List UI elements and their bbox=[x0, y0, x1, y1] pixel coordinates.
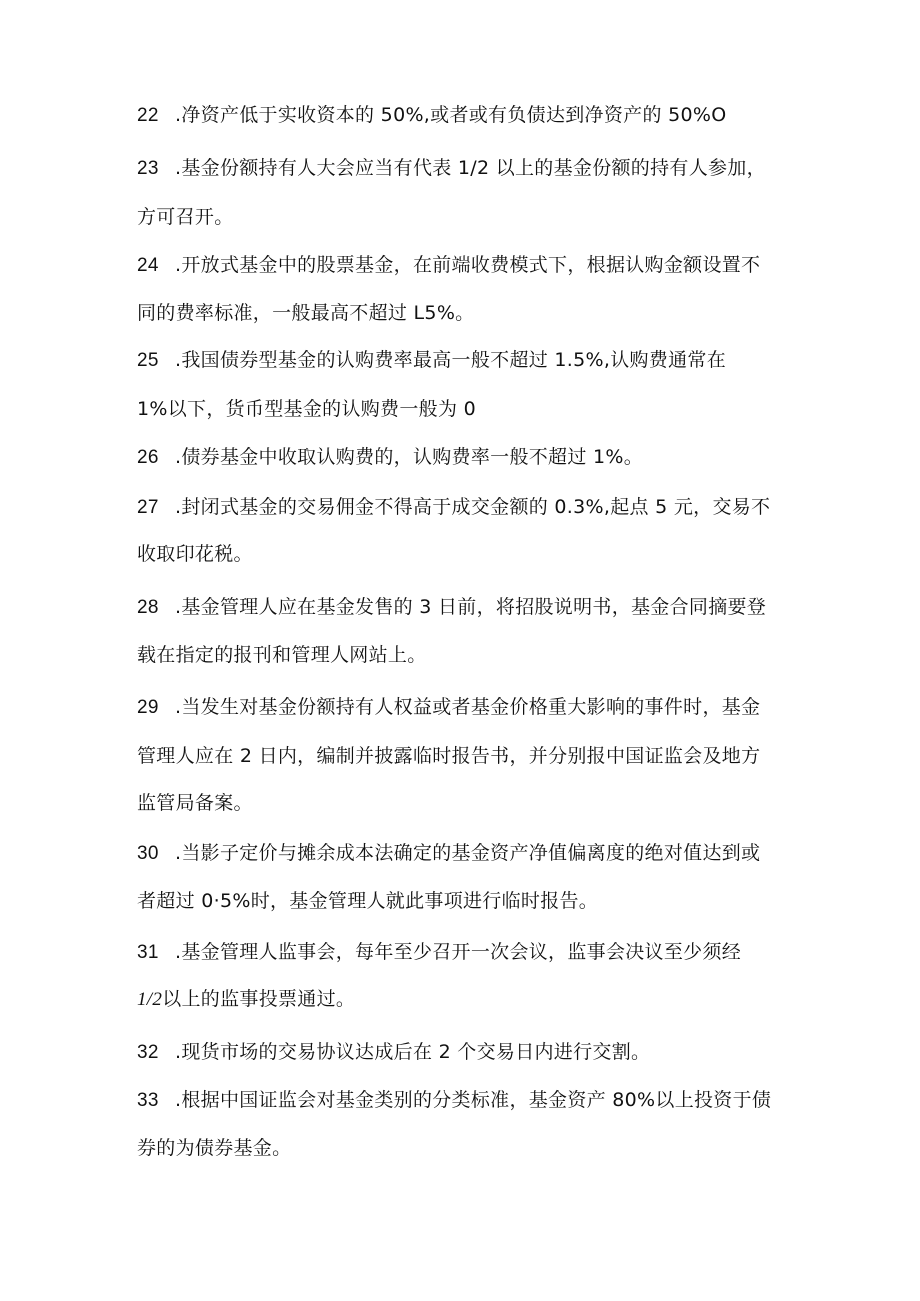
item-25-line-1 bbox=[137, 347, 726, 374]
item-number: 26 bbox=[137, 447, 159, 468]
item-31-line-2 bbox=[137, 986, 355, 1013]
item-text: .基金份额持有人大会应当有代表 1/2 以上的基金份额的持有人参加， bbox=[175, 157, 766, 179]
item-27-line-2 bbox=[137, 541, 253, 567]
item-text: 收取印花税。 bbox=[137, 543, 253, 565]
item-text: 者超过 0·5%时，基金管理人就此事项进行临时报告。 bbox=[137, 890, 599, 912]
item-28-line-2 bbox=[137, 642, 427, 668]
item-29-line-2 bbox=[137, 743, 760, 769]
item-30-line-2 bbox=[137, 888, 598, 914]
item-text: .净资产低于实收资本的 50%,或者或有负债达到净资产的 50%O bbox=[175, 104, 727, 126]
item-text: 券的为债券基金。 bbox=[137, 1137, 292, 1159]
item-30-line-1 bbox=[137, 840, 760, 867]
item-text: .我国债券型基金的认购费率最高一般不超过 1.5%,认购费通常在 bbox=[175, 349, 726, 371]
item-number: 29 bbox=[137, 697, 159, 718]
item-number: 30 bbox=[137, 843, 159, 864]
item-27-line-1 bbox=[137, 494, 770, 521]
item-text: .基金管理人应在基金发售的 3 日前，将招股说明书，基金合同摘要登 bbox=[175, 596, 767, 618]
item-25-line-2 bbox=[137, 396, 476, 422]
item-23-line-1 bbox=[137, 155, 766, 182]
item-text: .现货市场的交易协议达成后在 2 个交易日内进行交割。 bbox=[175, 1041, 651, 1063]
item-text: .债券基金中收取认购费的，认购费率一般不超过 1%。 bbox=[175, 446, 644, 468]
item-text: .开放式基金中的股票基金，在前端收费模式下，根据认购金额设置不 bbox=[175, 254, 761, 276]
item-text: 以上的监事投票通过。 bbox=[162, 988, 356, 1010]
item-number: 31 bbox=[137, 942, 159, 963]
item-text: 载在指定的报刊和管理人网站上。 bbox=[137, 644, 427, 666]
item-text: 监管局备案。 bbox=[137, 792, 253, 814]
item-32-line-1 bbox=[137, 1039, 650, 1066]
item-number: 27 bbox=[137, 497, 159, 518]
item-number: 22 bbox=[137, 105, 159, 126]
item-text: .根据中国证监会对基金类别的分类标准，基金资产 80%以上投资于债 bbox=[175, 1089, 772, 1111]
item-number: 24 bbox=[137, 255, 159, 276]
item-31-line-1 bbox=[137, 939, 741, 966]
item-text: .基金管理人监事会，每年至少召开一次会议，监事会决议至少须经 bbox=[175, 941, 742, 963]
item-number: 25 bbox=[137, 350, 159, 371]
item-26-line-1 bbox=[137, 444, 643, 471]
item-number: 32 bbox=[137, 1042, 159, 1063]
item-text: 1%以下，货币型基金的认购费一般为 0 bbox=[137, 398, 476, 420]
item-text: 同的费率标准，一般最高不超过 L5%。 bbox=[137, 302, 475, 324]
item-29-line-1 bbox=[137, 694, 760, 721]
item-text: 管理人应在 2 日内，编制并披露临时报告书，并分别报中国证监会及地方 bbox=[137, 745, 761, 767]
item-number: 33 bbox=[137, 1090, 159, 1111]
item-22-line-1 bbox=[137, 102, 726, 129]
item-29-line-3 bbox=[137, 790, 253, 816]
item-23-line-2 bbox=[137, 204, 234, 230]
item-24-line-1 bbox=[137, 252, 760, 279]
item-text: .封闭式基金的交易佣金不得高于成交金额的 0.3%,起点 5 元，交易不 bbox=[175, 496, 771, 518]
item-number: 28 bbox=[137, 597, 159, 618]
item-text: 方可召开。 bbox=[137, 206, 234, 228]
item-24-line-2 bbox=[137, 300, 474, 326]
item-text: .当影子定价与摊余成本法确定的基金资产净值偏离度的绝对值达到或 bbox=[175, 842, 761, 864]
item-text: .当发生对基金份额持有人权益或者基金价格重大影响的事件时，基金 bbox=[175, 696, 761, 718]
item-number: 23 bbox=[137, 158, 159, 179]
item-33-line-2 bbox=[137, 1135, 291, 1161]
item-33-line-1 bbox=[137, 1087, 771, 1114]
item-28-line-1 bbox=[137, 594, 766, 621]
fraction-text: 1/2 bbox=[137, 989, 163, 1010]
